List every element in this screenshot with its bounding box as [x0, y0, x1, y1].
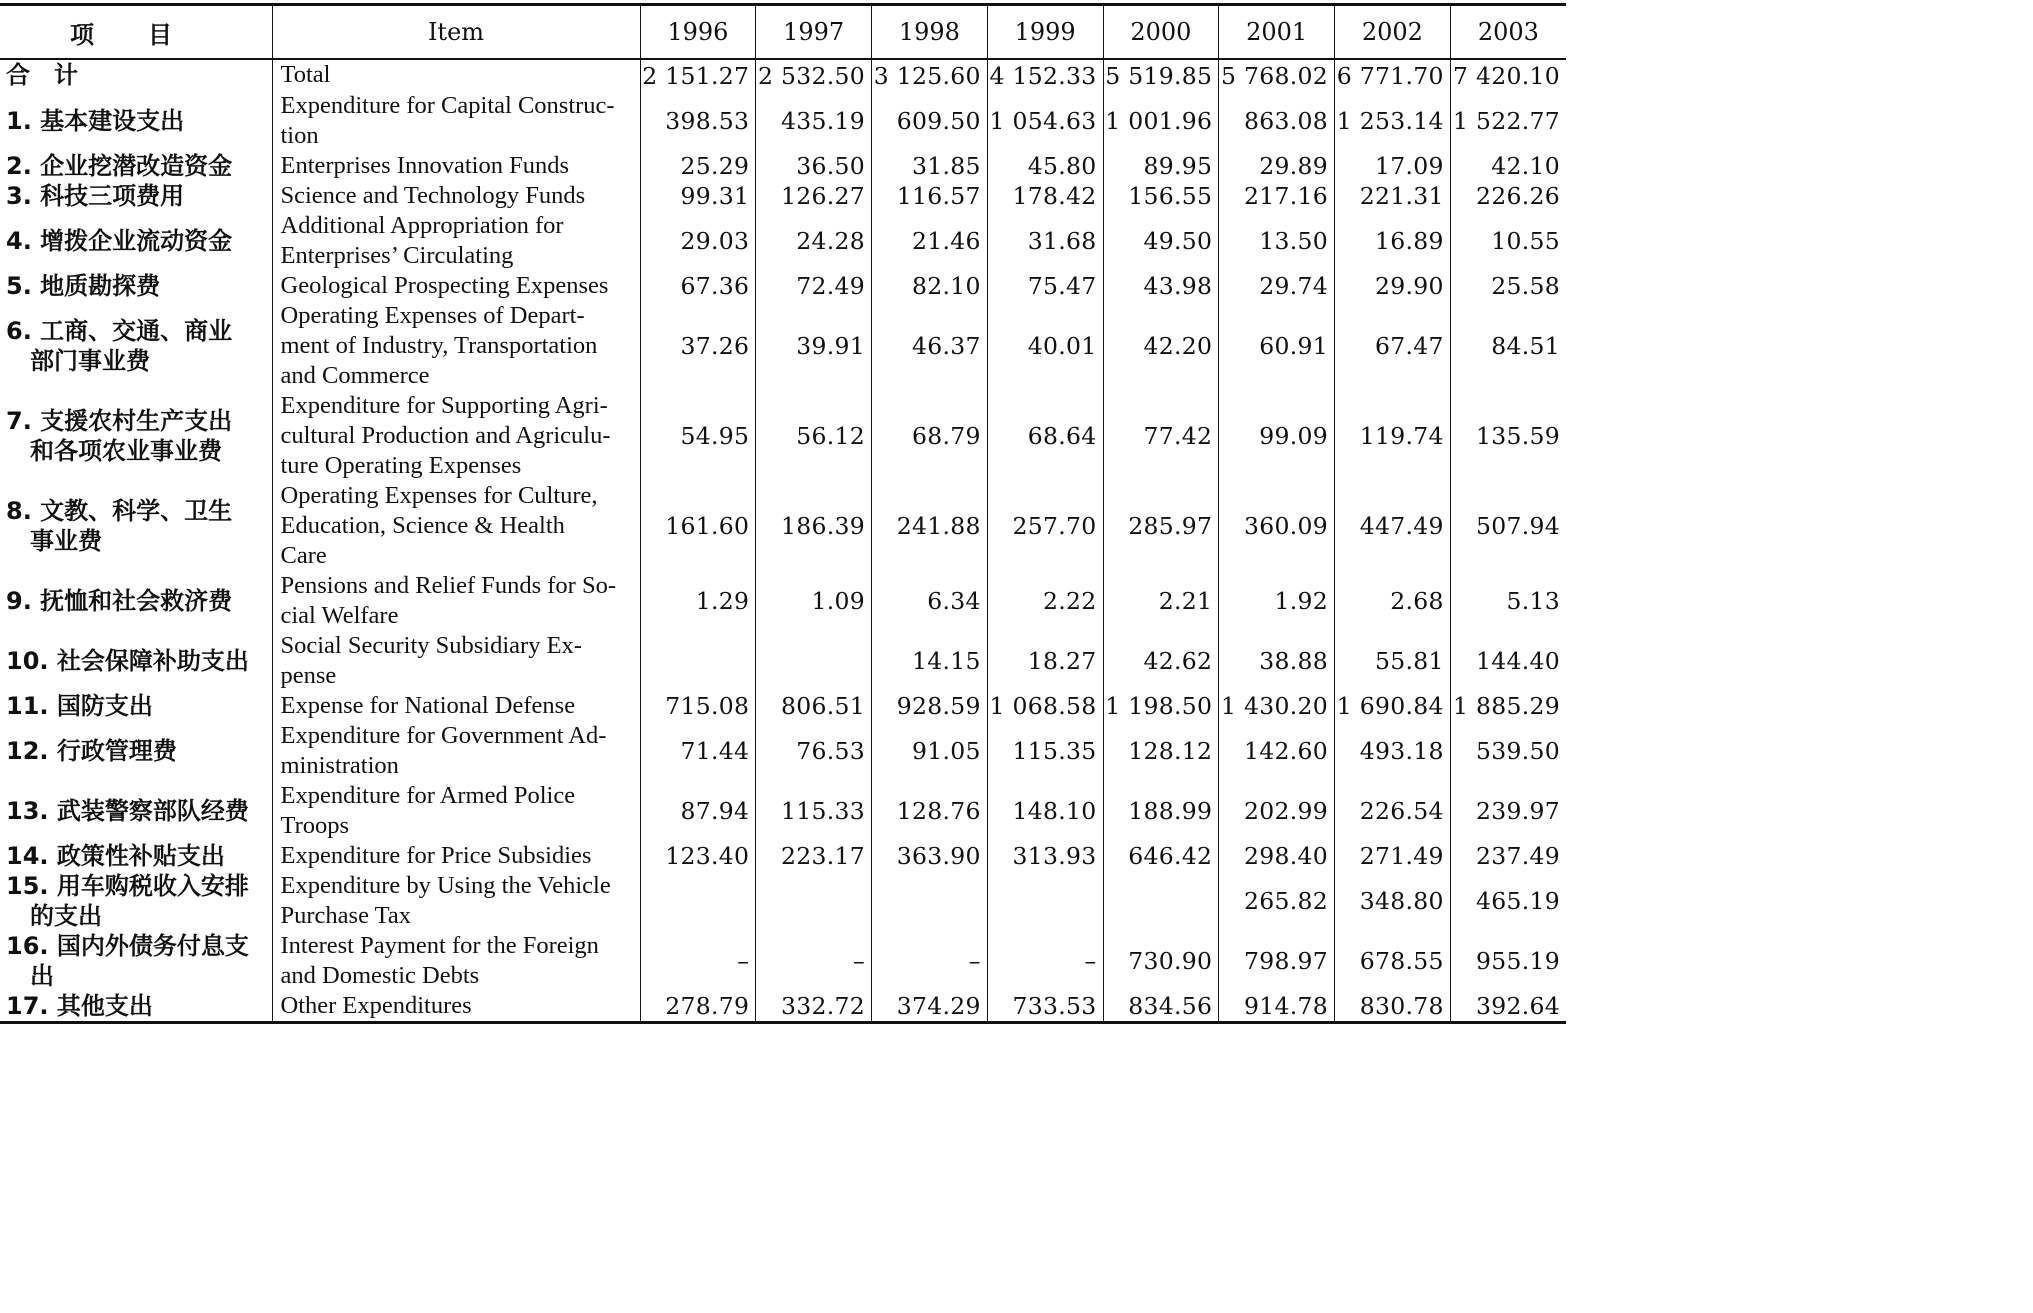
value-cell: 75.47 [987, 271, 1103, 301]
item-english-cell: Social Security Subsidiary Ex- pense [272, 631, 640, 691]
item-chinese-cell: 1. 基本建设支出 [6, 107, 185, 135]
value-cell: 46.37 [872, 301, 988, 391]
value-cell: 38.88 [1219, 631, 1335, 691]
value-cell: 1 054.63 [987, 91, 1103, 151]
value-cell: 156.55 [1103, 181, 1219, 211]
value-cell: 99.31 [640, 181, 756, 211]
value-cell: 148.10 [987, 781, 1103, 841]
value-cell: 806.51 [756, 691, 872, 721]
value-cell: 55.81 [1335, 631, 1451, 691]
value-cell: 67.36 [640, 271, 756, 301]
value-cell: 609.50 [872, 91, 988, 151]
value-cell: 7 420.10 [1450, 59, 1566, 91]
table-row [0, 871, 1566, 931]
value-cell: 60.91 [1219, 301, 1335, 391]
item-chinese-cell: 3. 科技三项费用 [6, 182, 185, 210]
value-cell: 18.27 [987, 631, 1103, 691]
value-cell: 217.16 [1219, 181, 1335, 211]
item-chinese-cell: 9. 抚恤和社会救济费 [6, 587, 233, 615]
value-cell: 223.17 [756, 841, 872, 871]
header-year: 1997 [756, 5, 872, 60]
value-cell: 1 430.20 [1219, 691, 1335, 721]
table-row [0, 151, 1566, 181]
header-item-english: Item [272, 5, 640, 60]
value-cell: 4 152.33 [987, 59, 1103, 91]
table-row [0, 181, 1566, 211]
value-cell: – [987, 931, 1103, 991]
value-cell: 24.28 [756, 211, 872, 271]
value-cell: 332.72 [756, 991, 872, 1023]
value-cell: 25.29 [640, 151, 756, 181]
item-english-cell: Expense for National Defense [272, 691, 640, 721]
value-cell: 72.49 [756, 271, 872, 301]
value-cell: 99.09 [1219, 391, 1335, 481]
value-cell: 928.59 [872, 691, 988, 721]
value-cell: 2.22 [987, 571, 1103, 631]
table-row [0, 631, 1566, 691]
value-cell: 45.80 [987, 151, 1103, 181]
value-cell [1103, 871, 1219, 931]
value-cell [756, 871, 872, 931]
item-english-cell: Operating Expenses of Depart- ment of Industry, Transportation and Commerce [272, 301, 640, 391]
value-cell: 37.26 [640, 301, 756, 391]
value-cell: – [872, 931, 988, 991]
header-year: 1999 [987, 5, 1103, 60]
value-cell: 49.50 [1103, 211, 1219, 271]
item-chinese-cell: 11. 国防支出 [6, 692, 153, 720]
item-chinese-cell: 2. 企业挖潜改造资金 [6, 152, 233, 180]
item-chinese-cell: 17. 其他支出 [0, 991, 272, 1023]
item-chinese-cell: 8. 文教、科学、卫生 事业费 [6, 497, 233, 555]
table-row [0, 691, 1566, 721]
value-cell: 76.53 [756, 721, 872, 781]
value-cell: 3 125.60 [872, 59, 988, 91]
value-cell: 493.18 [1335, 721, 1451, 781]
value-cell: 36.50 [756, 151, 872, 181]
value-cell: 14.15 [872, 631, 988, 691]
value-cell: 507.94 [1450, 481, 1566, 571]
value-cell: – [640, 931, 756, 991]
value-cell: 298.40 [1219, 841, 1335, 871]
value-cell: 6.34 [872, 571, 988, 631]
value-cell: 6 771.70 [1335, 59, 1451, 91]
item-chinese-cell: 7. 支援农村生产支出 和各项农业事业费 [6, 407, 233, 465]
value-cell: 16.89 [1335, 211, 1451, 271]
item-chinese-cell: 12. 行政管理费 [6, 737, 177, 765]
value-cell: 126.27 [756, 181, 872, 211]
value-cell: 43.98 [1103, 271, 1219, 301]
item-english-cell: Expenditure for Capital Construc- tion [272, 91, 640, 151]
value-cell: 188.99 [1103, 781, 1219, 841]
value-cell: 29.89 [1219, 151, 1335, 181]
value-cell: 2 532.50 [756, 59, 872, 91]
value-cell: 646.42 [1103, 841, 1219, 871]
item-chinese-cell: 6. 工商、交通、商业 部门事业费 [6, 317, 233, 375]
table-row [0, 301, 1566, 391]
table-row [0, 91, 1566, 151]
value-cell: 42.62 [1103, 631, 1219, 691]
header-item-chinese: 项 目 [0, 5, 272, 60]
value-cell: 435.19 [756, 91, 872, 151]
item-english-cell: Expenditure for Government Ad- ministration [272, 721, 640, 781]
value-cell: 128.76 [872, 781, 988, 841]
value-cell: 115.33 [756, 781, 872, 841]
value-cell: 1 522.77 [1450, 91, 1566, 151]
value-cell: 54.95 [640, 391, 756, 481]
value-cell: 733.53 [987, 991, 1103, 1023]
value-cell: 17.09 [1335, 151, 1451, 181]
value-cell: 42.10 [1450, 151, 1566, 181]
item-english-cell: Interest Payment for the Foreign and Domestic Debts [272, 931, 640, 991]
value-cell: 241.88 [872, 481, 988, 571]
table-row [0, 781, 1566, 841]
value-cell [987, 871, 1103, 931]
value-cell: 67.47 [1335, 301, 1451, 391]
value-cell: 91.05 [872, 721, 988, 781]
value-cell: 1.92 [1219, 571, 1335, 631]
value-cell: 447.49 [1335, 481, 1451, 571]
table-row [0, 271, 1566, 301]
value-cell: 374.29 [872, 991, 988, 1023]
total-row [0, 59, 1566, 91]
value-cell: 10.55 [1450, 211, 1566, 271]
expenditure-table-container [0, 3, 1568, 1024]
value-cell: 56.12 [756, 391, 872, 481]
value-cell: 5 768.02 [1219, 59, 1335, 91]
value-cell: 25.58 [1450, 271, 1566, 301]
value-cell: 116.57 [872, 181, 988, 211]
value-cell: 265.82 [1219, 871, 1335, 931]
table-row [0, 721, 1566, 781]
item-chinese-cell: 5. 地质勘探费 [6, 272, 161, 300]
value-cell: 360.09 [1219, 481, 1335, 571]
value-cell: 68.79 [872, 391, 988, 481]
value-cell: 363.90 [872, 841, 988, 871]
item-english-cell: Expenditure for Armed Police Troops [272, 781, 640, 841]
value-cell: 115.35 [987, 721, 1103, 781]
value-cell: 465.19 [1450, 871, 1566, 931]
item-english-cell: Operating Expenses for Culture, Education, Science & Health Care [272, 481, 640, 571]
value-cell: 178.42 [987, 181, 1103, 211]
header-year: 1998 [872, 5, 988, 60]
item-chinese-cell: 合 计 [6, 61, 78, 89]
value-cell: 89.95 [1103, 151, 1219, 181]
value-cell: 84.51 [1450, 301, 1566, 391]
value-cell: 1 690.84 [1335, 691, 1451, 721]
value-cell: 5.13 [1450, 571, 1566, 631]
value-cell: 226.54 [1335, 781, 1451, 841]
item-english-cell: Expenditure for Price Subsidies [272, 841, 640, 871]
value-cell: 2.68 [1335, 571, 1451, 631]
value-cell: 13.50 [1219, 211, 1335, 271]
value-cell: 313.93 [987, 841, 1103, 871]
value-cell: 39.91 [756, 301, 872, 391]
value-cell: 1.09 [756, 571, 872, 631]
value-cell: 31.85 [872, 151, 988, 181]
header-year: 2002 [1335, 5, 1451, 60]
table-row [0, 391, 1566, 481]
value-cell: 398.53 [640, 91, 756, 151]
value-cell: 1 001.96 [1103, 91, 1219, 151]
value-cell [756, 631, 872, 691]
value-cell: 1 885.29 [1450, 691, 1566, 721]
value-cell: 21.46 [872, 211, 988, 271]
value-cell: 82.10 [872, 271, 988, 301]
value-cell: 29.90 [1335, 271, 1451, 301]
value-cell: 678.55 [1335, 931, 1451, 991]
value-cell: 161.60 [640, 481, 756, 571]
value-cell: 186.39 [756, 481, 872, 571]
value-cell: 87.94 [640, 781, 756, 841]
value-cell: 730.90 [1103, 931, 1219, 991]
table-row [0, 481, 1566, 571]
item-chinese-cell: 16. 国内外债务付息支 出 [6, 932, 249, 990]
value-cell: 40.01 [987, 301, 1103, 391]
header-row [0, 5, 1566, 60]
value-cell: 1 253.14 [1335, 91, 1451, 151]
item-english-cell: Additional Appropriation for Enterprises’ Circulating [272, 211, 640, 271]
value-cell: 863.08 [1219, 91, 1335, 151]
value-cell: 285.97 [1103, 481, 1219, 571]
value-cell: 68.64 [987, 391, 1103, 481]
value-cell [640, 631, 756, 691]
value-cell: 2 151.27 [640, 59, 756, 91]
value-cell: 77.42 [1103, 391, 1219, 481]
value-cell: 31.68 [987, 211, 1103, 271]
header-year: 2000 [1103, 5, 1219, 60]
table-row [0, 211, 1566, 271]
item-english-cell: Expenditure by Using the Vehicle Purchase Tax [272, 871, 640, 931]
value-cell: 29.03 [640, 211, 756, 271]
value-cell: 144.40 [1450, 631, 1566, 691]
table-row [0, 841, 1566, 871]
value-cell: 2.21 [1103, 571, 1219, 631]
value-cell [640, 871, 756, 931]
value-cell: 128.12 [1103, 721, 1219, 781]
item-english-cell: Science and Technology Funds [272, 181, 640, 211]
table-header [0, 5, 1566, 60]
expenditure-table [0, 3, 1566, 1024]
item-chinese-cell: 14. 政策性补贴支出 [6, 842, 225, 870]
value-cell [872, 871, 988, 931]
value-cell: 1 068.58 [987, 691, 1103, 721]
table-row [0, 931, 1566, 991]
item-chinese-cell: 13. 武装警察部队经费 [6, 797, 249, 825]
item-chinese-cell: 4. 增拨企业流动资金 [6, 227, 233, 255]
value-cell: 237.49 [1450, 841, 1566, 871]
value-cell: 1 198.50 [1103, 691, 1219, 721]
table-row [0, 991, 1566, 1023]
value-cell: 123.40 [640, 841, 756, 871]
value-cell: 834.56 [1103, 991, 1219, 1023]
item-english-cell: Geological Prospecting Expenses [272, 271, 640, 301]
value-cell: 830.78 [1335, 991, 1451, 1023]
value-cell: 914.78 [1219, 991, 1335, 1023]
header-year: 2003 [1450, 5, 1566, 60]
value-cell: – [756, 931, 872, 991]
value-cell: 278.79 [640, 991, 756, 1023]
value-cell: 202.99 [1219, 781, 1335, 841]
item-english-cell: Total [272, 59, 640, 91]
value-cell: 955.19 [1450, 931, 1566, 991]
value-cell: 715.08 [640, 691, 756, 721]
value-cell: 1.29 [640, 571, 756, 631]
value-cell: 271.49 [1335, 841, 1451, 871]
value-cell: 348.80 [1335, 871, 1451, 931]
table-row [0, 571, 1566, 631]
header-year: 1996 [640, 5, 756, 60]
value-cell: 392.64 [1450, 991, 1566, 1023]
value-cell: 539.50 [1450, 721, 1566, 781]
value-cell: 142.60 [1219, 721, 1335, 781]
item-english-cell: Pensions and Relief Funds for So- cial Welfare [272, 571, 640, 631]
table-body [0, 59, 1566, 1023]
value-cell: 226.26 [1450, 181, 1566, 211]
header-year: 2001 [1219, 5, 1335, 60]
item-chinese-cell: 10. 社会保障补助支出 [6, 647, 249, 675]
value-cell: 71.44 [640, 721, 756, 781]
item-english-cell: Other Expenditures [272, 991, 640, 1023]
value-cell: 42.20 [1103, 301, 1219, 391]
value-cell: 257.70 [987, 481, 1103, 571]
value-cell: 119.74 [1335, 391, 1451, 481]
value-cell: 221.31 [1335, 181, 1451, 211]
item-english-cell: Expenditure for Supporting Agri- cultural Production and Agriculu- ture Operating Expenses [272, 391, 640, 481]
value-cell: 239.97 [1450, 781, 1566, 841]
item-english-cell: Enterprises Innovation Funds [272, 151, 640, 181]
value-cell: 5 519.85 [1103, 59, 1219, 91]
value-cell: 798.97 [1219, 931, 1335, 991]
item-chinese-cell: 15. 用车购税收入安排 的支出 [6, 872, 249, 930]
value-cell: 135.59 [1450, 391, 1566, 481]
value-cell: 29.74 [1219, 271, 1335, 301]
